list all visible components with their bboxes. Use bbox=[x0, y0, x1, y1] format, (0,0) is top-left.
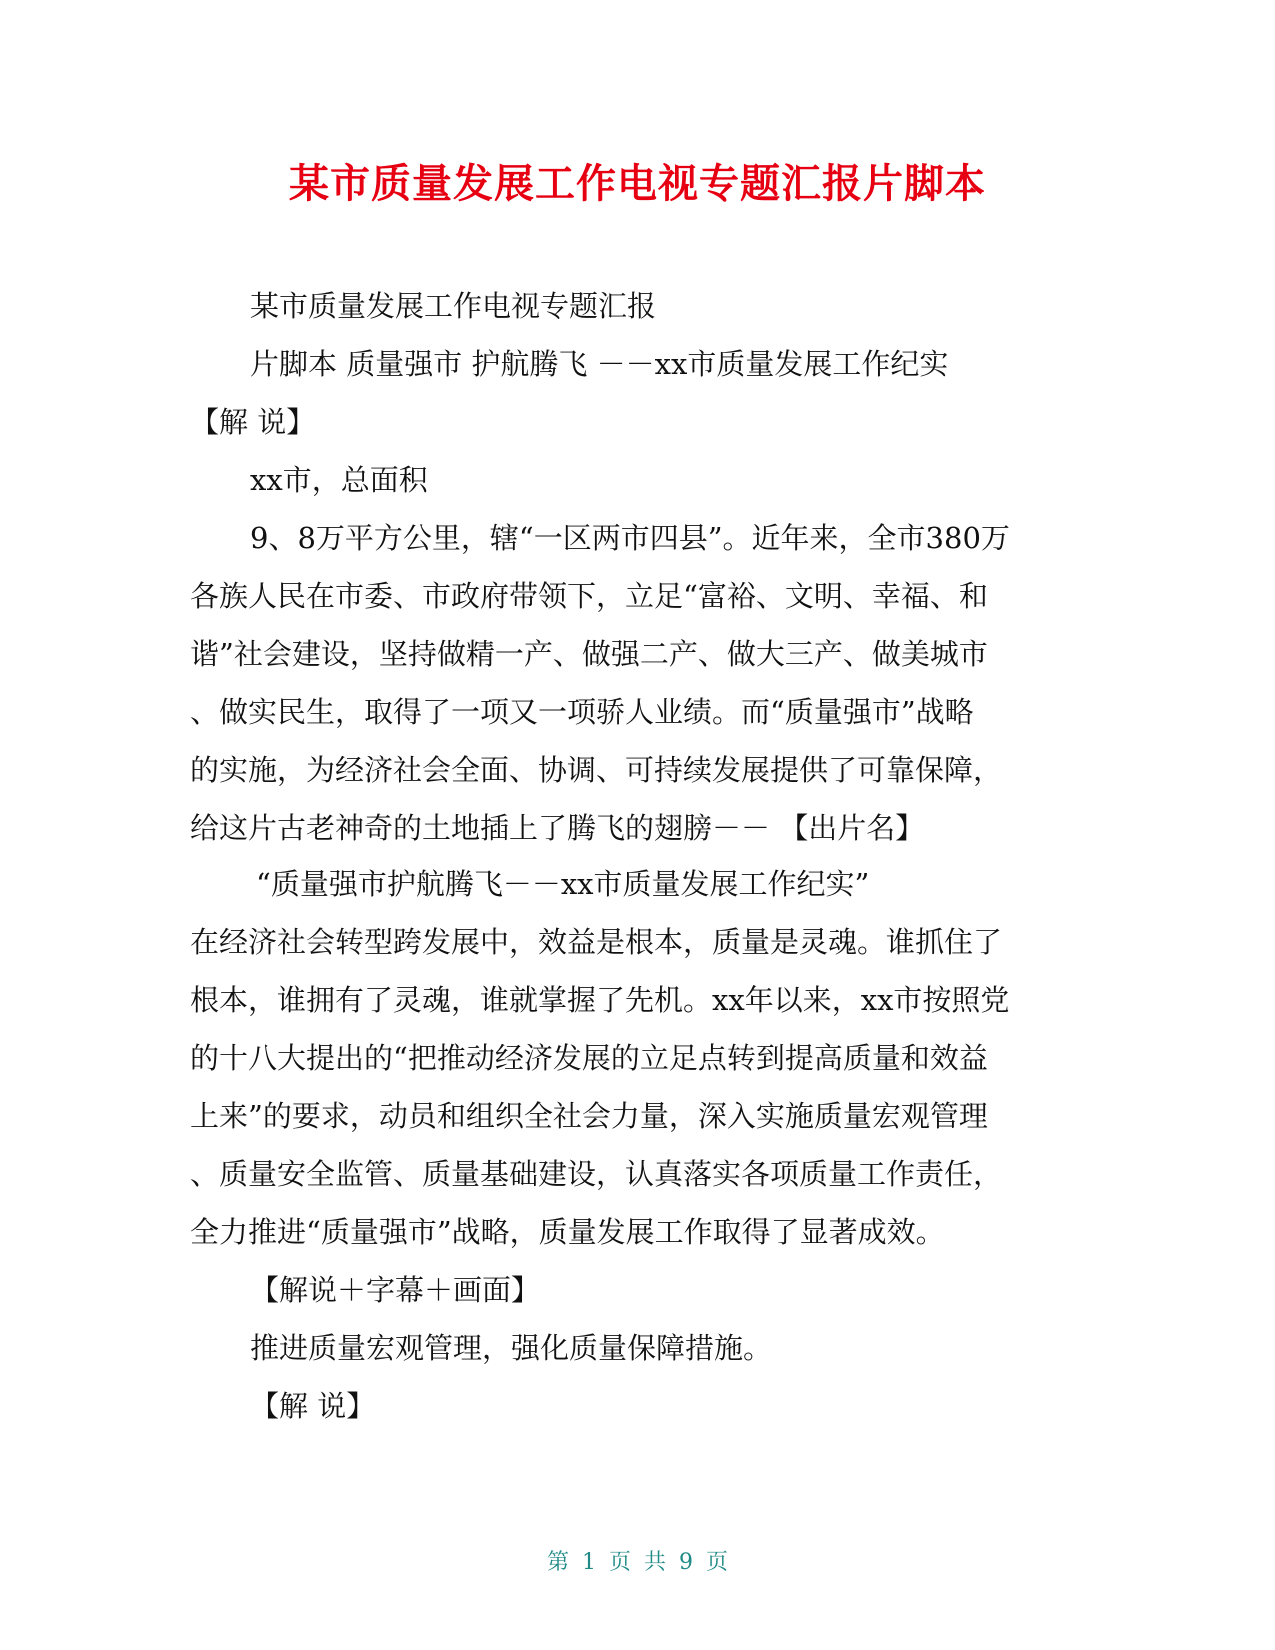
body-line: 的实施，为经济社会全面、协调、可持续发展提供了可靠保障， bbox=[190, 753, 1003, 787]
body-line: 根本，谁拥有了灵魂，谁就掌握了先机。xx年以来，xx市按照党 bbox=[190, 983, 1010, 1017]
body-line: 9、8万平方公里，辖“一区两市四县”。近年来，全市380万 bbox=[250, 521, 1010, 555]
body-line: “质量强市护航腾飞－－xx市质量发展工作纪实” bbox=[256, 867, 870, 901]
document-title: 某市质量发展工作电视专题汇报片脚本 bbox=[289, 161, 986, 207]
body-line: 【解 说】 bbox=[250, 1389, 376, 1423]
body-line: 给这片古老神奇的土地插上了腾飞的翅膀－－ 【出片名】 bbox=[190, 811, 925, 845]
body-line: 上来”的要求，动员和组织全社会力量，深入实施质量宏观管理 bbox=[190, 1099, 988, 1133]
body-line: 的十八大提出的“把推动经济发展的立足点转到提高质量和效益 bbox=[190, 1041, 988, 1075]
page-number-footer: 第 1 页 共 9 页 bbox=[547, 1550, 728, 1575]
body-line: 各族人民在市委、市政府带领下，立足“富裕、文明、幸福、和 bbox=[190, 579, 988, 613]
body-line: 推进质量宏观管理，强化质量保障措施。 bbox=[250, 1331, 773, 1365]
body-line: 某市质量发展工作电视专题汇报 bbox=[250, 289, 657, 323]
body-line: 、质量安全监管、质量基础建设，认真落实各项质量工作责任， bbox=[190, 1157, 1003, 1191]
body-line: xx市，总面积 bbox=[250, 463, 428, 497]
body-line: 、做实民生，取得了一项又一项骄人业绩。而“质量强市”战略 bbox=[190, 695, 974, 729]
body-line: 片脚本 质量强市 护航腾飞 －－xx市质量发展工作纪实 bbox=[250, 347, 949, 381]
body-line: 【解说＋字幕＋画面】 bbox=[250, 1273, 541, 1307]
body-line: 全力推进“质量强市”战略，质量发展工作取得了显著成效。 bbox=[190, 1215, 945, 1249]
body-line: 【解 说】 bbox=[190, 405, 316, 439]
body-line: 在经济社会转型跨发展中，效益是根本，质量是灵魂。谁抓住了 bbox=[190, 925, 1003, 959]
body-line: 谐”社会建设，坚持做精一产、做强二产、做大三产、做美城市 bbox=[190, 637, 988, 671]
